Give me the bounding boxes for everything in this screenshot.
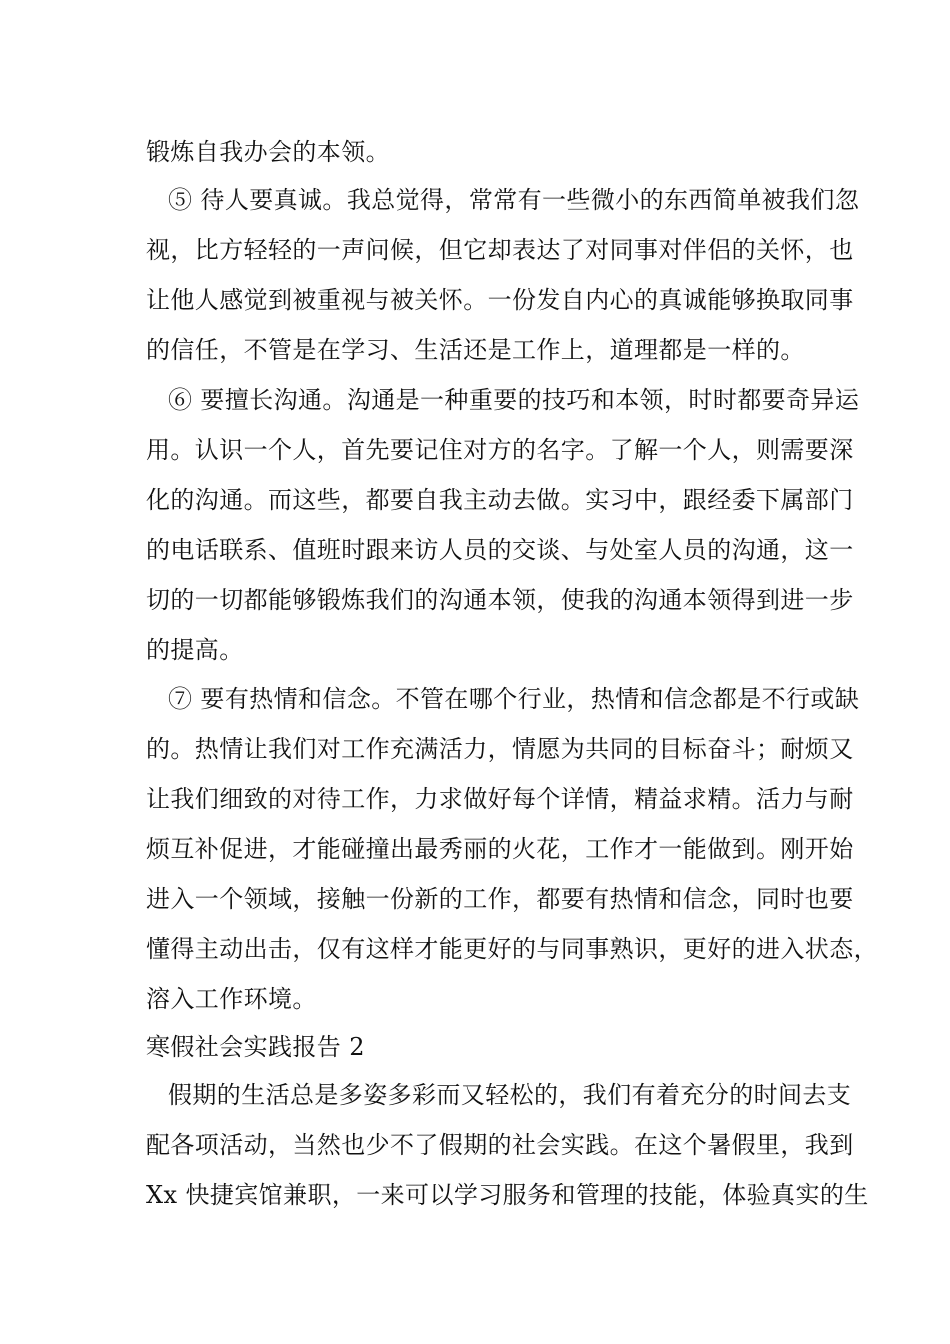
body-text-line: 的电话联系、值班时跟来访人员的交谈、与处室人员的沟通，这一 — [146, 536, 854, 564]
list-item-5-line: ⑤ 待人要真诚。我总觉得，常常有一些微小的东西简单被我们忽 — [168, 186, 860, 214]
body-text-line: 进入一个领域，接触一份新的工作，都要有热情和信念，同时也要 — [146, 885, 854, 913]
body-text-line: 切的一切都能够锻炼我们的沟通本领，使我的沟通本领得到进一步 — [146, 586, 854, 614]
body-text-line: 锻炼自我办会的本领。 — [146, 138, 390, 166]
body-text-line: 假期的生活总是多姿多彩而又轻松的，我们有着充分的时间去支 — [168, 1081, 852, 1109]
body-text-line: 让他人感觉到被重视与被关怀。一份发自内心的真诚能够换取同事 — [146, 286, 854, 314]
body-text-line: 配各项活动，当然也少不了假期的社会实践。在这个暑假里，我到 — [146, 1131, 854, 1159]
body-text-line: 化的沟通。而这些，都要自我主动去做。实习中，跟经委下属部门 — [146, 486, 854, 514]
body-text-line: 视，比方轻轻的一声问候，但它却表达了对同事对伴侣的关怀，也 — [146, 236, 854, 264]
body-text-line: 懂得主动出击，仅有这样才能更好的与同事熟识，更好的进入状态， — [146, 935, 878, 963]
body-text-line: 烦互补促进，才能碰撞出最秀丽的火花，工作才一能做到。刚开始 — [146, 835, 854, 863]
body-text-line: 的信任，不管是在学习、生活还是工作上，道理都是一样的。 — [146, 336, 805, 364]
list-item-6-line: ⑥ 要擅长沟通。沟通是一种重要的技巧和本领，时时都要奇异运 — [168, 386, 860, 414]
body-text-line: 的。热情让我们对工作充满活力，情愿为共同的目标奋斗；耐烦又 — [146, 735, 854, 763]
body-text-line: 用。认识一个人，首先要记住对方的名字。了解一个人，则需要深 — [146, 436, 854, 464]
body-text-line: 让我们细致的对待工作，力求做好每个详情，精益求精。活力与耐 — [146, 785, 854, 813]
body-text-line: Xx 快捷宾馆兼职，一来可以学习服务和管理的技能，体验真实的生 — [146, 1181, 869, 1209]
list-item-7-line: ⑦ 要有热情和信念。不管在哪个行业，热情和信念都是不行或缺 — [168, 685, 860, 713]
section-heading: 寒假社会实践报告 2 — [146, 1033, 365, 1061]
body-text-line: 的提高。 — [146, 636, 244, 664]
body-text-line: 溶入工作环境。 — [146, 985, 317, 1013]
